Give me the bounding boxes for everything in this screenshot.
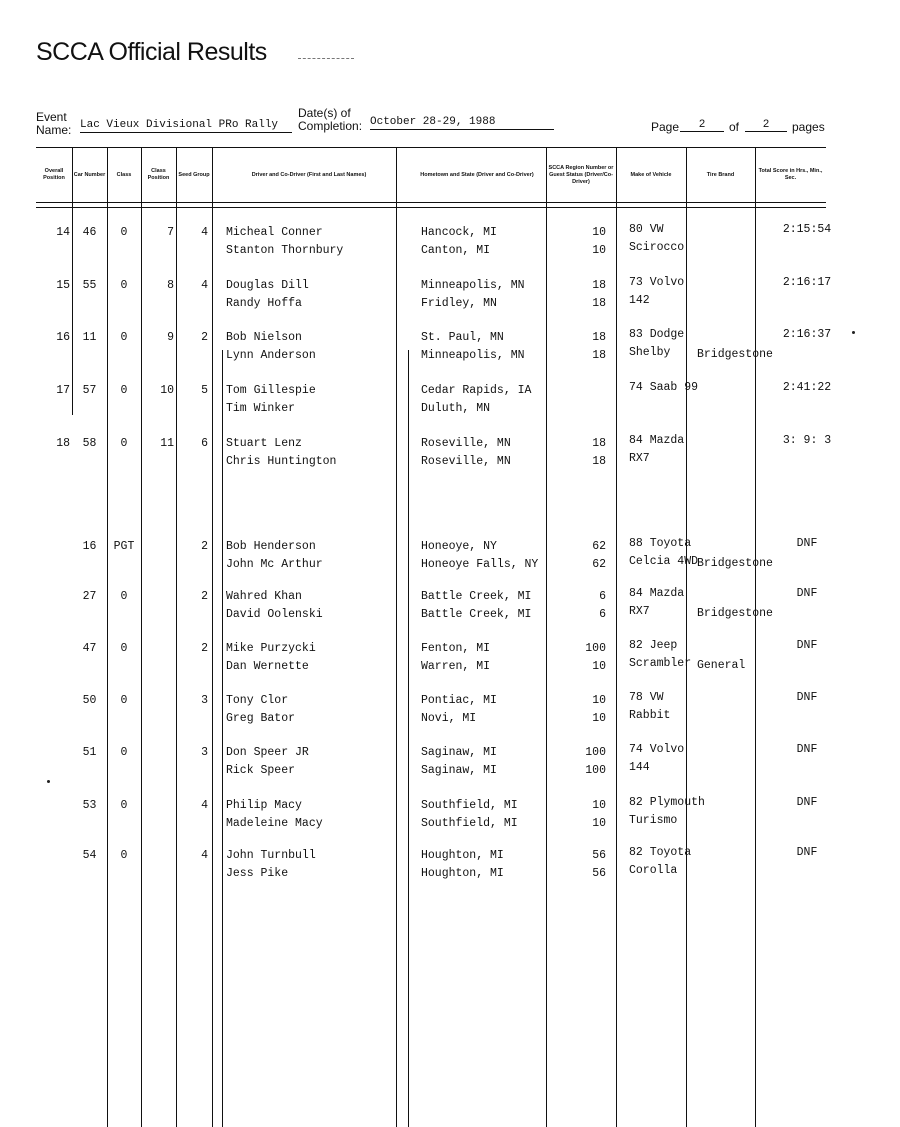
driver-hometown: Minneapolis, MN [421,279,525,292]
codriver-hometown: Roseville, MN [421,455,511,468]
page-label: Page [651,120,680,134]
car-number: 57 [82,384,97,397]
car-number: 58 [82,437,97,450]
col-header-tire: Tire Brand [706,171,735,178]
col-header-driver: Driver and Co-Driver (First and Last Names) [251,171,367,178]
col-header-class: Class [116,171,132,178]
event-name-value: Lac Vieux Divisional PRo Rally [80,119,292,133]
vehicle-make: 74 Volvo [629,743,685,756]
col-divider [546,147,547,1127]
codriver-region: 10 [592,660,606,673]
vehicle-make: 80 VW [629,223,664,236]
total-score: 2:15:54 [782,223,832,236]
codriver-hometown: Southfield, MI [421,817,518,830]
tire-brand: Bridgestone [697,557,773,570]
seed-group: 6 [201,437,208,450]
col-divider [616,147,617,1127]
total-score: DNF [796,796,818,809]
codriver-region: 56 [592,867,606,880]
driver-name: Micheal Conner [226,226,323,239]
class: 0 [120,590,128,603]
codriver-name: Madeleine Macy [226,817,323,830]
car-number: 53 [82,799,97,812]
codriver-hometown: Warren, MI [421,660,491,673]
page-number: 2 [680,118,724,132]
event-label: Event [36,110,67,124]
codriver-name: Tim Winker [226,402,296,415]
driver-hometown: Battle Creek, MI [421,590,532,603]
vehicle-make: 84 Mazda [629,587,685,600]
vehicle-make: 82 Jeep [629,639,678,652]
total-score: DNF [796,639,818,652]
seed-group: 5 [201,384,208,397]
codriver-name: Lynn Anderson [226,349,316,362]
class: PGT [113,540,135,553]
codriver-name: David Oolenski [226,608,323,621]
codriver-name: Stanton Thornbury [226,244,344,257]
seed-group: 4 [201,849,208,862]
driver-region: 18 [592,279,606,292]
overall-position: 14 [56,226,70,239]
codriver-hometown: Honeoye Falls, NY [421,558,539,571]
codriver-hometown: Duluth, MN [421,402,491,415]
vehicle-model: Turismo [629,814,678,827]
class: 0 [120,694,128,707]
codriver-hometown: Fridley, MN [421,297,497,310]
total-score: 3: 9: 3 [782,434,832,447]
col-divider [141,147,142,1127]
total-score: DNF [796,846,818,859]
class-position: 11 [160,437,174,450]
class-position: 9 [167,331,174,344]
col-divider [408,350,409,1127]
class: 0 [120,279,128,292]
vehicle-make: 83 Dodge [629,328,685,341]
car-number: 55 [82,279,97,292]
driver-name: Douglas Dill [226,279,309,292]
class: 0 [120,799,128,812]
class: 0 [120,226,128,239]
overall-position: 16 [56,331,70,344]
col-header-hometown: Hometown and State (Driver and Co-Driver) [420,171,534,178]
total-score: DNF [796,537,818,550]
driver-name: Stuart Lenz [226,437,302,450]
codriver-hometown: Novi, MI [421,712,477,725]
driver-hometown: St. Paul, MN [421,331,504,344]
codriver-hometown: Battle Creek, MI [421,608,532,621]
codriver-region: 10 [592,712,606,725]
dates-value: October 28-29, 1988 [370,116,554,130]
of-label: of [729,120,740,134]
codriver-region: 18 [592,349,606,362]
seed-group: 3 [201,694,208,707]
col-divider [755,147,756,1127]
driver-name: Bob Nielson [226,331,302,344]
driver-hometown: Cedar Rapids, IA [421,384,532,397]
dates-label: Date(s) of [298,106,351,120]
col-header-overall-position: Overall Position [43,168,65,181]
col-divider [222,350,223,1127]
col-header-car-number: Car Number [73,171,106,178]
car-number: 54 [82,849,97,862]
car-number: 46 [82,226,97,239]
driver-region: 18 [592,331,606,344]
car-number: 16 [82,540,97,553]
col-divider [686,147,687,1127]
driver-region: 62 [592,540,606,553]
vehicle-model: RX7 [629,452,650,465]
driver-name: Tony Clor [226,694,289,707]
codriver-region: 18 [592,297,606,310]
vehicle-model: Celcia 4WD [629,555,699,568]
class: 0 [120,746,128,759]
col-divider [107,147,108,1127]
driver-name: Wahred Khan [226,590,302,603]
driver-hometown: Hancock, MI [421,226,497,239]
driver-hometown: Roseville, MN [421,437,511,450]
col-header-seed-group: Seed Group [178,171,210,178]
car-number: 47 [82,642,97,655]
driver-hometown: Houghton, MI [421,849,504,862]
codriver-name: Randy Hoffa [226,297,302,310]
page-title: SCCA Official Results [36,38,267,66]
driver-hometown: Saginaw, MI [421,746,497,759]
seed-group: 2 [201,642,208,655]
total-score: DNF [796,587,818,600]
codriver-hometown: Saginaw, MI [421,764,497,777]
codriver-region: 10 [592,817,606,830]
vehicle-model: RX7 [629,605,650,618]
vehicle-model: 142 [629,294,650,307]
driver-hometown: Pontiac, MI [421,694,497,707]
overall-position: 18 [56,437,70,450]
seed-group: 4 [201,799,208,812]
codriver-region: 62 [592,558,606,571]
codriver-region: 10 [592,244,606,257]
seed-group: 4 [201,279,208,292]
driver-name: Tom Gillespie [226,384,316,397]
seed-group: 2 [201,540,208,553]
class: 0 [120,331,128,344]
car-number: 51 [82,746,97,759]
driver-region: 10 [592,694,606,707]
driver-region: 18 [592,437,606,450]
col-divider [396,147,397,1127]
driver-name: John Turnbull [226,849,316,862]
vehicle-make: 73 Volvo [629,276,685,289]
total-score: 2:16:37 [782,328,832,341]
driver-region: 100 [585,746,606,759]
driver-region: 6 [599,590,606,603]
vehicle-model: Rabbit [629,709,671,722]
seed-group: 2 [201,590,208,603]
driver-region: 100 [585,642,606,655]
header-bottom-border [36,202,826,203]
car-number: 27 [82,590,97,603]
vehicle-model: Scrambler [629,657,692,670]
codriver-name: Chris Huntington [226,455,337,468]
total-score: 2:16:17 [782,276,832,289]
class-position: 10 [160,384,174,397]
col-divider [176,147,177,1127]
vehicle-make: 82 Plymouth [629,796,705,809]
class: 0 [120,437,128,450]
pages-label: pages [792,120,825,134]
class-position: 7 [167,226,174,239]
codriver-name: John Mc Arthur [226,558,323,571]
vehicle-make: 84 Mazda [629,434,685,447]
codriver-hometown: Minneapolis, MN [421,349,525,362]
title-divider [298,58,354,59]
total-score: DNF [796,691,818,704]
codriver-name: Greg Bator [226,712,296,725]
vehicle-make: 88 Toyota [629,537,692,550]
class: 0 [120,384,128,397]
tire-brand: Bridgestone [697,607,773,620]
seed-group: 4 [201,226,208,239]
driver-name: Don Speer JR [226,746,309,759]
vehicle-model: Corolla [629,864,678,877]
vehicle-make: 74 Saab 99 [629,381,699,394]
seed-group: 2 [201,331,208,344]
class: 0 [120,642,128,655]
total-score: DNF [796,743,818,756]
driver-region: 56 [592,849,606,862]
vehicle-make: 78 VW [629,691,664,704]
page-total: 2 [745,118,787,132]
vehicle-model: Scirocco [629,241,685,254]
codriver-hometown: Canton, MI [421,244,491,257]
class: 0 [120,849,128,862]
class-position: 8 [167,279,174,292]
driver-hometown: Southfield, MI [421,799,518,812]
col-header-scca-region: SCCA Region Number or Guest Status (Driver/Co-Driver) [548,164,614,185]
driver-region: 10 [592,226,606,239]
col-header-make: Make of Vehicle [630,171,672,178]
overall-position: 17 [56,384,70,397]
codriver-name: Jess Pike [226,867,289,880]
driver-region: 10 [592,799,606,812]
codriver-region: 100 [585,764,606,777]
driver-hometown: Honeoye, NY [421,540,497,553]
driver-name: Mike Purzycki [226,642,316,655]
col-divider [212,147,213,1127]
car-number: 11 [82,331,97,344]
vehicle-make: 82 Toyota [629,846,692,859]
dates-completion-label: Completion: [298,119,363,133]
codriver-hometown: Houghton, MI [421,867,504,880]
codriver-region: 18 [592,455,606,468]
car-number: 50 [82,694,97,707]
vehicle-model: Shelby [629,346,671,359]
header-double-border [36,207,826,208]
seed-group: 3 [201,746,208,759]
tire-brand: General [697,659,746,672]
codriver-region: 6 [599,608,606,621]
vehicle-model: 144 [629,761,650,774]
codriver-name: Dan Wernette [226,660,309,673]
event-name-label: Name: [36,123,72,137]
driver-name: Bob Henderson [226,540,316,553]
overall-position: 15 [56,279,70,292]
scan-speck [47,780,50,783]
scan-speck [852,331,855,334]
col-header-total-score: Total Score in Hrs., Min., Sec. [758,168,823,181]
tire-brand: Bridgestone [697,348,773,361]
total-score: 2:41:22 [782,381,832,394]
driver-name: Philip Macy [226,799,302,812]
driver-hometown: Fenton, MI [421,642,491,655]
col-header-class-position: Class Position [147,168,170,181]
codriver-name: Rick Speer [226,764,296,777]
